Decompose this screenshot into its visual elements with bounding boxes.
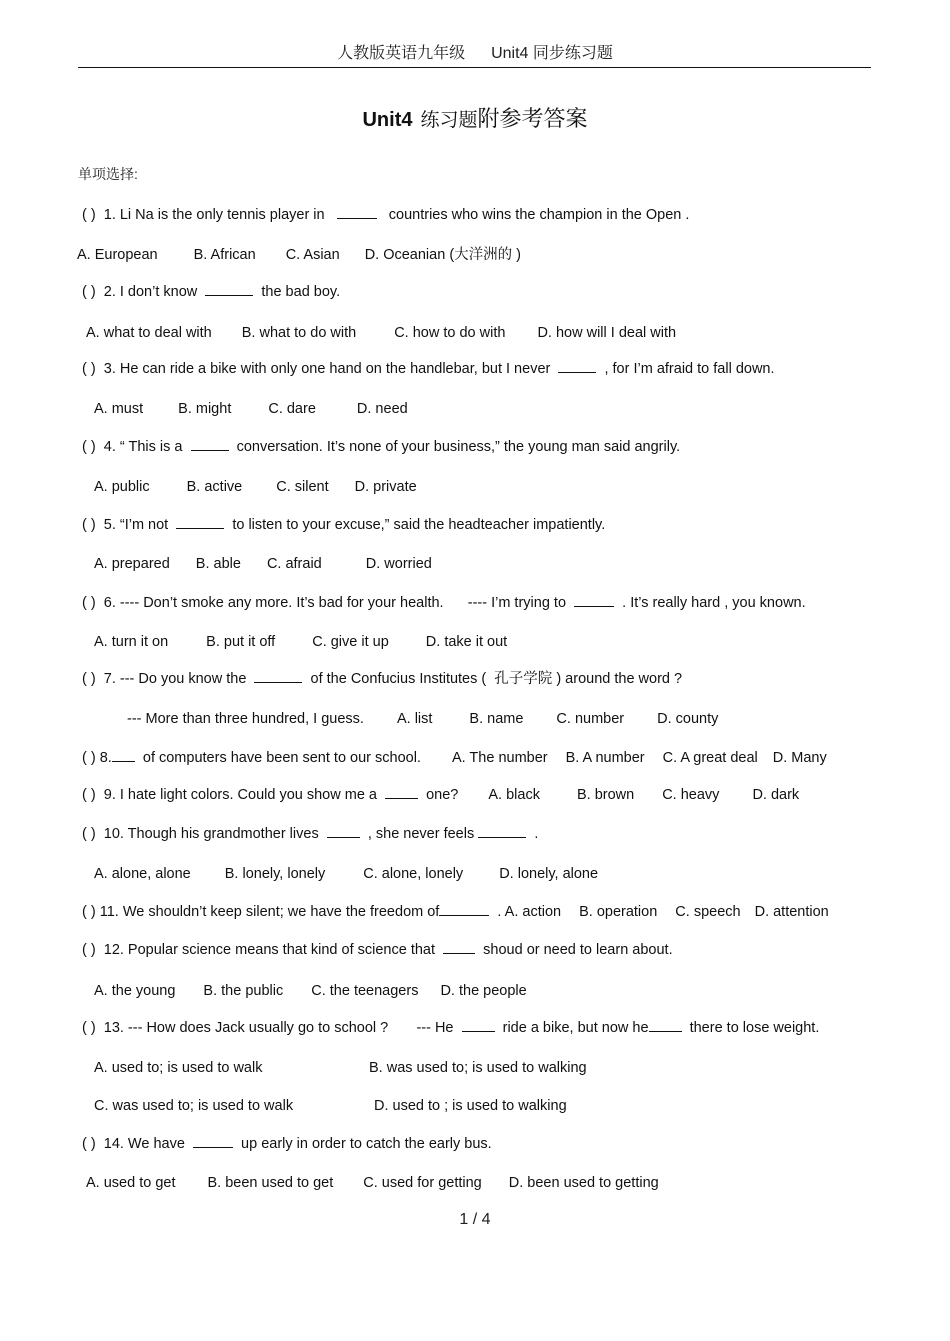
q9-stem-post: one? [426,787,459,803]
q10-blank-1[interactable] [327,823,360,838]
q7-stem-pre: 7. --- Do you know the [103,671,247,687]
q7-option-d[interactable]: D. county [657,711,719,727]
q14-option-d[interactable]: D. been used to getting [508,1175,659,1191]
question-4 [82,436,680,457]
q6-stem-pre: 6. ---- Don’t smoke any more. It’s bad for your health. ---- I’m trying to [103,595,567,611]
q5-option-c[interactable]: C. afraid [266,556,322,572]
q12-stem-post: shoud or need to learn about. [483,942,673,958]
q6-option-b[interactable]: B. put it off [206,634,276,650]
q10-stem-pre: 10. Though his grandmother lives [103,826,319,842]
q3-option-a[interactable]: A. must [94,401,144,417]
q13-option-d[interactable]: D. used to ; is used to walking [374,1098,567,1114]
q3-option-c[interactable]: C. dare [268,401,316,417]
q6-option-c[interactable]: C. give it up [312,634,389,650]
q10-option-a[interactable]: A. alone, alone [94,866,191,882]
q2-stem-post: the bad boy. [261,284,341,300]
q2-option-a[interactable]: A. what to deal with [86,325,212,341]
page-header [0,40,950,63]
q8-stem-pre: 8. [99,750,112,766]
q11-option-c[interactable]: C. speech [675,904,741,920]
q11-paren: ( ) [82,904,96,920]
q4-option-d[interactable]: D. private [354,479,417,495]
q12-option-d[interactable]: D. the people [440,983,527,999]
q7-blank[interactable] [254,668,302,683]
q11-option-d[interactable]: D. attention [754,904,829,920]
q8-option-c[interactable]: C. A great deal [662,750,758,766]
q6-option-d[interactable]: D. take it out [425,634,508,650]
question-2 [82,281,340,302]
q2-option-b[interactable]: B. what to do with [241,325,357,341]
q2-stem-pre: 2. I don’t know [103,284,198,300]
question-10 [82,823,538,844]
question-6 [82,592,806,613]
q1-stem-post: countries who wins the champion in the Open . [388,207,690,223]
q12-stem-pre: 12. Popular science means that kind of science that [103,942,436,958]
q13-option-b[interactable]: B. was used to; is used to walking [369,1060,587,1076]
title-zh1: 练习题 [420,110,478,131]
q3-options [94,399,408,419]
question-12 [82,939,673,960]
q8-stem-post: of computers have been sent to our school. [142,750,421,766]
q8-paren: ( ) [82,750,96,766]
q9-stem-pre: 9. I hate light colors. Could you show me a [103,787,377,803]
q4-stem-post: conversation. It’s none of your business,” the young man said angrily. [236,439,681,455]
q8-blank[interactable] [112,747,135,762]
q7-answer-lead: --- More than three hundred, I guess. [127,711,364,727]
q13-stem-mid: ride a bike, but now he [502,1020,649,1036]
q13-stem-pre: 13. --- How does Jack usually go to school ? --- He [103,1020,454,1036]
section-heading: 单项选择: [78,166,138,182]
header-left: 人教版英语九年级 [337,45,466,62]
q10-option-c[interactable]: C. alone, lonely [363,866,464,882]
q14-stem-post: up early in order to catch the early bus. [241,1136,492,1152]
q11-stem-pre: 11. We shouldn’t keep silent; we have the freedom of [99,904,440,920]
q4-stem-pre: 4. “ This is a [103,439,183,455]
q4-blank[interactable] [191,436,229,451]
q10-stem-post: . [534,826,539,842]
q14-options [86,1173,659,1193]
question-8 [82,747,827,768]
page-title [0,102,950,133]
q14-option-a[interactable]: A. used to get [86,1175,176,1191]
q1-stem-pre: 1. Li Na is the only tennis player in [103,207,325,223]
q4-option-b[interactable]: B. active [186,479,243,495]
q9-option-b[interactable]: B. brown [576,787,635,803]
question-7 [82,668,682,689]
page-number: 1 / 4 [459,1211,491,1228]
q6-options [94,632,507,652]
q5-option-d[interactable]: D. worried [365,556,432,572]
q11-blank[interactable] [439,901,489,916]
q1-paren: ( ) [82,207,96,223]
q3-paren: ( ) [82,361,96,377]
q11-stem-post: . A. action [497,904,562,920]
q13-paren: ( ) [82,1020,96,1036]
q9-paren: ( ) [82,787,96,803]
q1-option-d[interactable]: D. Oceanian (大洋洲的 ) [364,247,522,263]
q14-stem-pre: 14. We have [103,1136,185,1152]
q13-blank-1[interactable] [462,1017,495,1032]
q13-stem-post: there to lose weight. [689,1020,820,1036]
q10-stem-mid: , she never feels [367,826,475,842]
q9-option-c[interactable]: C. heavy [662,787,720,803]
q8-option-b[interactable]: B. A number [565,750,645,766]
q12-paren: ( ) [82,942,96,958]
title-en: Unit4 [362,109,413,131]
q5-stem-pre: 5. “I’m not [103,517,169,533]
q6-blank[interactable] [574,592,614,607]
q2-option-c[interactable]: C. how to do with [394,325,506,341]
q6-option-a[interactable]: A. turn it on [94,634,169,650]
q10-blank-2[interactable] [478,823,526,838]
q1-blank[interactable] [337,204,377,219]
q11-option-b[interactable]: B. operation [579,904,658,920]
q7-stem-post: of the Confucius Institutes ( 孔子学院 ) around the word ? [310,671,683,687]
q9-option-d[interactable]: D. dark [752,787,800,803]
q14-option-c[interactable]: C. used for getting [363,1175,482,1191]
q1-option-a[interactable]: A. European [77,247,158,263]
q13-option-a[interactable]: A. used to; is used to walk [94,1060,263,1076]
q5-option-b[interactable]: B. able [195,556,241,572]
q4-option-a[interactable]: A. public [94,479,150,495]
question-9 [82,784,799,805]
q6-paren: ( ) [82,595,96,611]
q7-option-a[interactable]: A. list [396,711,433,727]
q12-options [94,981,527,1001]
q7-option-b[interactable]: B. name [469,711,524,727]
q3-option-b[interactable]: B. might [178,401,232,417]
question-11 [82,901,829,922]
q7-option-c[interactable]: C. number [556,711,625,727]
question-5 [82,514,605,535]
q12-option-a[interactable]: A. the young [94,983,176,999]
q6-stem-post: . It’s really hard , you known. [622,595,806,611]
q3-stem-pre: 3. He can ride a bike with only one hand on the handlebar, but I never [103,361,551,377]
q13-option-c[interactable]: C. was used to; is used to walk [94,1098,294,1114]
question-13 [82,1017,819,1038]
q2-option-d[interactable]: D. how will I deal with [537,325,677,341]
q2-paren: ( ) [82,284,96,300]
q12-blank[interactable] [443,939,475,954]
q8-option-d[interactable]: D. Many [772,750,827,766]
q10-option-d[interactable]: D. lonely, alone [499,866,599,882]
question-14 [82,1133,492,1154]
q7-paren: ( ) [82,671,96,687]
q5-stem-post: to listen to your excuse,” said the headteacher impatiently. [232,517,606,533]
q5-options [94,554,432,574]
q14-option-b[interactable]: B. been used to get [207,1175,334,1191]
header-right: Unit4 同步练习题 [491,45,613,62]
q12-option-b[interactable]: B. the public [203,983,284,999]
q2-options [86,323,676,343]
q7-options [127,709,718,729]
q5-option-a[interactable]: A. prepared [94,556,170,572]
q4-option-c[interactable]: C. silent [276,479,329,495]
q3-stem-post: , for I’m afraid to fall down. [604,361,775,377]
q10-option-b[interactable]: B. lonely, lonely [224,866,326,882]
q1-options [77,245,521,265]
title-zh2: 附参考答案 [477,106,588,131]
q13-blank-2[interactable] [649,1017,682,1032]
q3-option-d[interactable]: D. need [356,401,408,417]
q10-options [94,864,598,884]
q1-option-c[interactable]: C. Asian [285,247,340,263]
q5-paren: ( ) [82,517,96,533]
q4-options [94,477,417,497]
q14-paren: ( ) [82,1136,96,1152]
q12-option-c[interactable]: C. the teenagers [311,983,419,999]
q1-option-b[interactable]: B. African [193,247,256,263]
q5-blank[interactable] [176,514,224,529]
q9-blank[interactable] [385,784,418,799]
header-rule [78,67,871,68]
q2-blank[interactable] [205,281,253,296]
question-3 [82,358,775,379]
q14-blank[interactable] [193,1133,233,1148]
q9-option-a[interactable]: A. black [488,787,540,803]
q8-option-a[interactable]: A. The number [451,750,548,766]
q10-paren: ( ) [82,826,96,842]
q4-paren: ( ) [82,439,96,455]
q3-blank[interactable] [558,358,596,373]
question-1 [82,204,689,225]
